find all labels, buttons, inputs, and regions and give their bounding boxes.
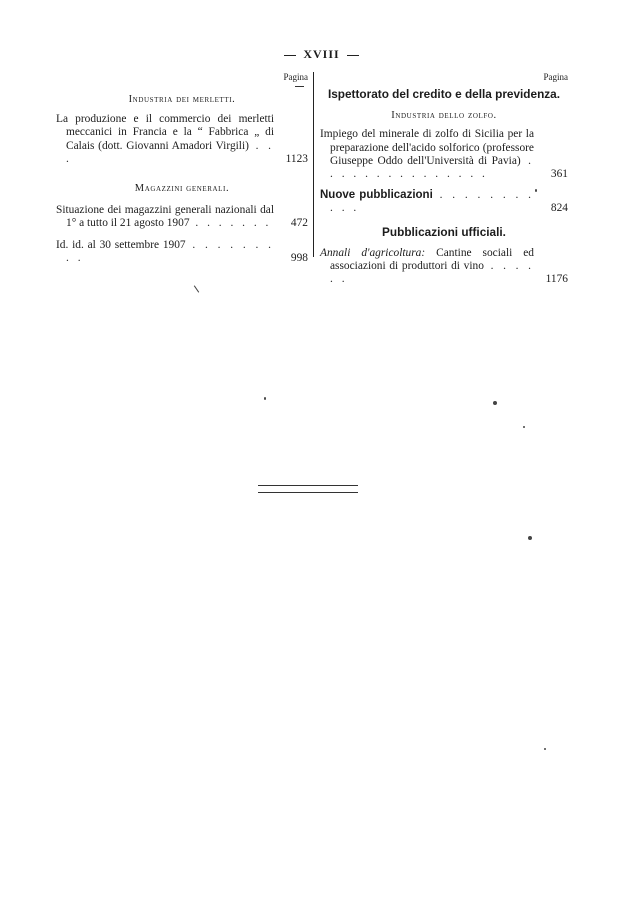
scan-speck xyxy=(194,285,199,292)
toc-entry-magazzini-agosto: Situazione dei magazzini generali nazionali dal 1° a tutto il 21 agosto 1907 . . . . . . . 472 xyxy=(56,204,308,230)
heading-pubblicazioni-ufficiali: Pubblicazioni ufficiali. xyxy=(382,224,506,239)
pagina-underline xyxy=(295,86,304,87)
dash-right xyxy=(347,55,359,56)
pagina-label-left: Pagina xyxy=(56,72,308,87)
scan-speck xyxy=(264,397,266,400)
left-column xyxy=(56,72,308,265)
right-column xyxy=(320,72,568,286)
page-number: 998 xyxy=(290,251,308,264)
scan-speck xyxy=(528,536,532,540)
section-magazzini-generali: Magazzini generali. xyxy=(134,183,230,195)
scan-speck xyxy=(535,189,537,192)
scan-speck xyxy=(493,401,497,405)
toc-entry-annali-agricoltura: Annali d'agricoltura: Cantine sociali ed associazioni di produttori di vino . . . . . . 1176 xyxy=(320,246,568,286)
page-number: 1123 xyxy=(285,152,308,165)
section-industria-merletti: Industria dei merletti. xyxy=(128,94,236,105)
toc-entry-merletti: La produzione e il commercio dei merletti meccanici in Francia e la “ Fabbrica „ di Calais (dott. Giovanni Amadori Virgili) . . . 1123 xyxy=(56,113,308,165)
running-head xyxy=(0,47,643,62)
section-industria-zolfo: Industria dello zolfo. xyxy=(391,110,497,122)
page-number: 824 xyxy=(550,202,568,215)
dash-left xyxy=(284,55,296,56)
page-number: 472 xyxy=(290,217,308,230)
toc-entry-nuove-pubblicazioni: Nuove pubblicazioni . . . . . . . . . . . 824 xyxy=(320,189,568,215)
scan-speck xyxy=(544,748,546,750)
scan-speck xyxy=(523,426,525,428)
toc-entry-magazzini-settembre: Id. id. al 30 settembre 1907 . . . . . . . . . 998 xyxy=(56,238,308,264)
closing-double-rule xyxy=(258,485,358,493)
column-divider xyxy=(313,72,314,257)
toc-entry-zolfo: Impiego del minerale di zolfo di Sicilia per la preparazione dell'acido solforico (professore Giuseppe Oddo dell'Università di Pavia) . . . . . . . . . . . . . . . 361 xyxy=(320,128,568,181)
pagina-label-right: Pagina xyxy=(543,72,568,82)
page-number: 1176 xyxy=(545,273,568,286)
page-roman-numeral: XVIII xyxy=(303,47,340,61)
page-number: 361 xyxy=(550,168,568,181)
heading-ispettorato: Ispettorato del credito e della previdenza. xyxy=(327,87,561,101)
